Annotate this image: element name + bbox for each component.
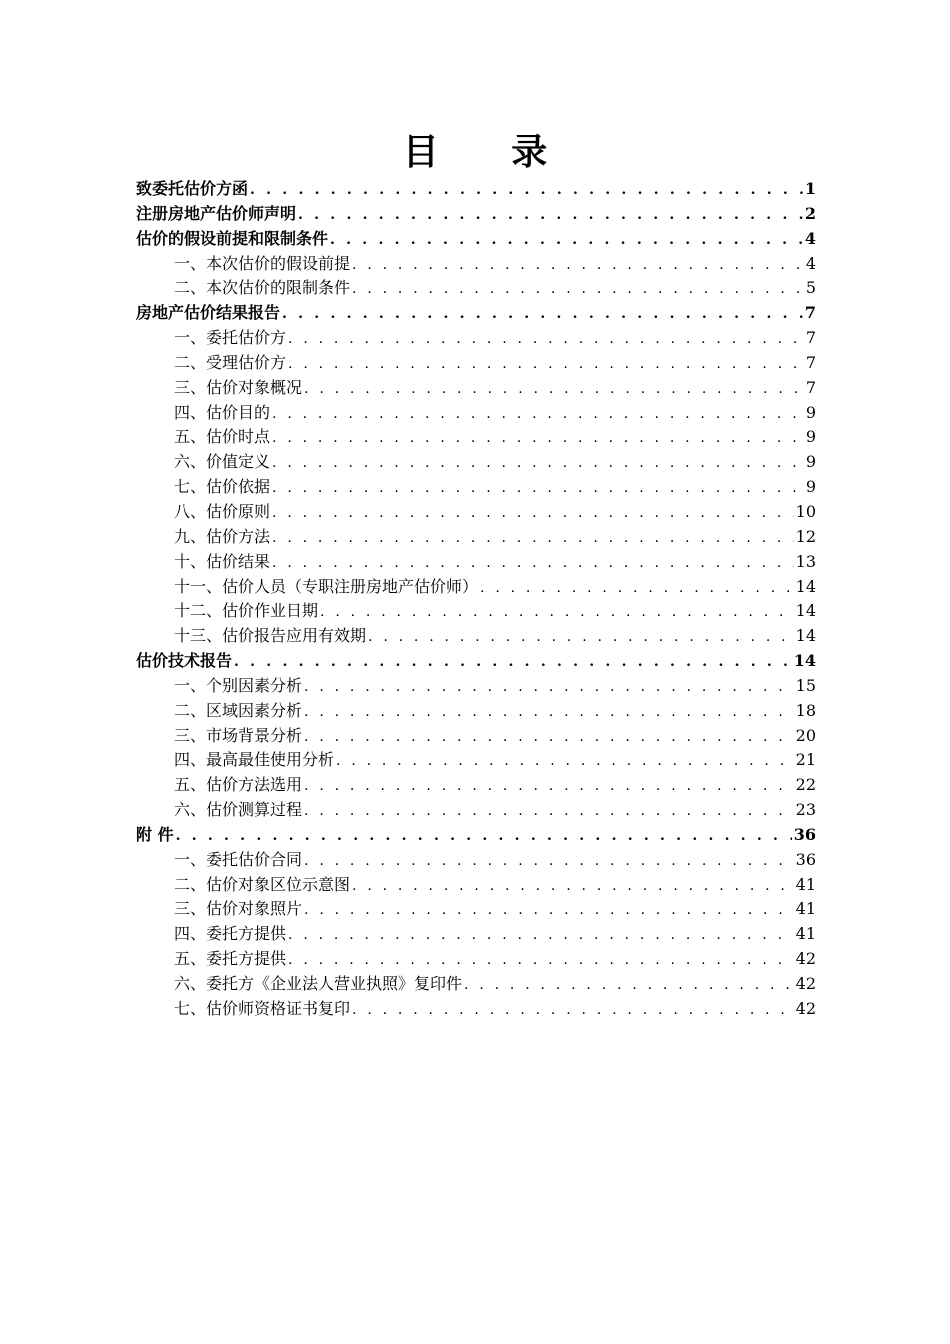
dot-leader bbox=[304, 778, 794, 794]
toc-entry-label: 十、估价结果 bbox=[174, 551, 271, 571]
toc-page-number: 7 bbox=[805, 377, 816, 397]
dot-leader bbox=[282, 306, 803, 322]
toc-entry-label: 四、委托方提供 bbox=[174, 924, 287, 944]
dot-leader bbox=[304, 381, 804, 397]
toc-entry-label: 二、区域因素分析 bbox=[174, 700, 303, 720]
toc-subsection-entry[interactable] bbox=[136, 847, 816, 872]
toc-subsection-entry[interactable] bbox=[136, 723, 816, 748]
toc-page-number: 36 bbox=[795, 849, 816, 869]
toc-entry-label: 致委托估价方函 bbox=[136, 179, 249, 198]
toc-page-number: 20 bbox=[795, 725, 816, 745]
toc-entry-label: 四、估价目的 bbox=[174, 402, 271, 422]
toc-subsection-entry[interactable] bbox=[136, 474, 816, 499]
toc-page-number: 14 bbox=[793, 651, 816, 671]
toc-page-number: 42 bbox=[795, 949, 816, 969]
toc-subsection-entry[interactable] bbox=[136, 598, 816, 623]
toc-entry-label: 六、价值定义 bbox=[174, 452, 271, 472]
toc-subsection-entry[interactable] bbox=[136, 698, 816, 723]
toc-entry-label: 十一、估价人员（专职注册房地产估价师） bbox=[174, 576, 479, 596]
toc-section-entry[interactable] bbox=[136, 300, 816, 325]
toc-page-number: 41 bbox=[795, 874, 816, 894]
toc-entry-label: 七、估价师资格证书复印 bbox=[174, 998, 351, 1018]
dot-leader bbox=[352, 878, 794, 894]
toc-page-number: 7 bbox=[805, 352, 816, 372]
toc-page-number: 14 bbox=[795, 576, 816, 596]
toc-page-number: 4 bbox=[805, 253, 816, 273]
dot-leader bbox=[304, 679, 794, 695]
toc-entry-label: 十二、估价作业日期 bbox=[174, 601, 319, 621]
toc-page-number: 22 bbox=[795, 775, 816, 795]
toc-page-number: 42 bbox=[795, 974, 816, 993]
dot-leader bbox=[330, 232, 803, 248]
dot-leader bbox=[288, 927, 794, 943]
dot-leader bbox=[464, 977, 794, 993]
dot-leader bbox=[272, 406, 804, 422]
toc-subsection-entry[interactable] bbox=[136, 524, 816, 549]
toc-subsection-entry[interactable] bbox=[136, 251, 816, 276]
dot-leader bbox=[288, 952, 794, 968]
toc-page-number: 1 bbox=[804, 179, 816, 198]
toc-subsection-entry[interactable] bbox=[136, 375, 816, 400]
toc-subsection-entry[interactable] bbox=[136, 921, 816, 946]
dot-leader bbox=[304, 853, 794, 869]
toc-page-number: 9 bbox=[805, 477, 816, 497]
toc-subsection-entry[interactable] bbox=[136, 499, 816, 524]
toc-subsection-entry[interactable] bbox=[136, 325, 816, 350]
toc-section-entry[interactable] bbox=[136, 201, 816, 226]
toc-entry-label: 估价的假设前提和限制条件 bbox=[136, 228, 329, 248]
toc-subsection-entry[interactable] bbox=[136, 275, 816, 300]
toc-entry-label: 六、估价测算过程 bbox=[174, 800, 303, 820]
toc-page-number: 7 bbox=[804, 303, 816, 323]
toc-page-number: 15 bbox=[795, 675, 816, 695]
toc-subsection-entry[interactable] bbox=[136, 747, 816, 772]
toc-entry-label: 二、受理估价方 bbox=[174, 352, 287, 372]
toc-entry-label: 估价技术报告 bbox=[136, 651, 233, 671]
toc-page-number: 23 bbox=[795, 800, 816, 820]
dot-leader bbox=[352, 1002, 794, 1018]
dot-leader bbox=[272, 430, 804, 446]
dot-leader bbox=[320, 604, 794, 620]
toc-page-number: 14 bbox=[795, 626, 816, 646]
toc-subsection-entry[interactable] bbox=[136, 400, 816, 425]
toc-entry-label: 三、市场背景分析 bbox=[174, 725, 303, 745]
dot-leader bbox=[176, 828, 792, 844]
toc-entry-label: 三、估价对象照片 bbox=[174, 899, 303, 919]
toc-page-number: 9 bbox=[805, 427, 816, 447]
toc-entry-label: 注册房地产估价师声明 bbox=[136, 203, 297, 223]
page-title: 目 录 bbox=[402, 131, 578, 173]
dot-leader bbox=[288, 331, 804, 347]
toc-subsection-entry[interactable] bbox=[136, 574, 816, 599]
toc-subsection-entry[interactable] bbox=[136, 971, 816, 996]
dot-leader bbox=[272, 505, 794, 521]
toc-page-number: 21 bbox=[795, 750, 816, 770]
toc-subsection-entry[interactable] bbox=[136, 797, 816, 822]
toc-entry-label: 一、本次估价的假设前提 bbox=[174, 253, 351, 273]
dot-leader bbox=[304, 704, 794, 720]
table-of-contents bbox=[136, 176, 816, 1021]
dot-leader bbox=[480, 580, 794, 596]
toc-entry-label: 六、委托方《企业法人营业执照》复印件 bbox=[174, 974, 463, 993]
dot-leader bbox=[272, 530, 794, 546]
toc-entry-label: 五、委托方提供 bbox=[174, 949, 287, 969]
toc-page-number: 9 bbox=[805, 402, 816, 422]
dot-leader bbox=[272, 480, 804, 496]
toc-subsection-entry[interactable] bbox=[136, 673, 816, 698]
toc-entry-label: 七、估价依据 bbox=[174, 477, 271, 497]
toc-section-entry[interactable] bbox=[136, 226, 816, 251]
toc-subsection-entry[interactable] bbox=[136, 946, 816, 971]
toc-page-number: 7 bbox=[805, 328, 816, 348]
toc-subsection-entry[interactable] bbox=[136, 772, 816, 797]
toc-page-number: 13 bbox=[795, 551, 816, 571]
toc-page-number: 4 bbox=[804, 228, 816, 248]
toc-page-number: 12 bbox=[795, 526, 816, 546]
dot-leader bbox=[304, 803, 794, 819]
toc-subsection-entry[interactable] bbox=[136, 449, 816, 474]
dot-leader bbox=[272, 455, 804, 471]
toc-page-number: 18 bbox=[795, 700, 816, 720]
dot-leader bbox=[352, 257, 804, 273]
dot-leader bbox=[234, 654, 792, 670]
toc-subsection-entry[interactable] bbox=[136, 424, 816, 449]
toc-page-number: 41 bbox=[795, 924, 816, 944]
dot-leader bbox=[288, 356, 804, 372]
toc-entry-label: 房地产估价结果报告 bbox=[136, 303, 281, 323]
toc-entry-label: 三、估价对象概况 bbox=[174, 377, 303, 397]
toc-section-entry[interactable] bbox=[136, 176, 816, 201]
toc-page-number: 14 bbox=[795, 601, 816, 621]
toc-page-number: 9 bbox=[805, 452, 816, 472]
toc-entry-label: 二、本次估价的限制条件 bbox=[174, 278, 351, 298]
toc-entry-label: 一、委托估价合同 bbox=[174, 849, 303, 869]
toc-entry-label: 一、个别因素分析 bbox=[174, 675, 303, 695]
toc-page-number: 10 bbox=[795, 501, 816, 521]
toc-subsection-entry[interactable] bbox=[136, 872, 816, 897]
toc-entry-label: 九、估价方法 bbox=[174, 526, 271, 546]
toc-subsection-entry[interactable] bbox=[136, 350, 816, 375]
dot-leader bbox=[304, 729, 794, 745]
toc-subsection-entry[interactable] bbox=[136, 623, 816, 648]
toc-entry-label: 五、估价时点 bbox=[174, 427, 271, 447]
dot-leader bbox=[272, 555, 794, 571]
toc-subsection-entry[interactable] bbox=[136, 549, 816, 574]
toc-entry-label: 八、估价原则 bbox=[174, 501, 271, 521]
toc-entry-label: 附 件 bbox=[136, 824, 174, 844]
toc-entry-label: 十三、估价报告应用有效期 bbox=[174, 626, 367, 646]
toc-entry-label: 一、委托估价方 bbox=[174, 328, 287, 348]
toc-subsection-entry[interactable] bbox=[136, 996, 816, 1021]
toc-subsection-entry[interactable] bbox=[136, 896, 816, 921]
dot-leader bbox=[250, 182, 803, 198]
dot-leader bbox=[368, 629, 794, 645]
toc-section-entry[interactable] bbox=[136, 648, 816, 673]
toc-page-number: 5 bbox=[805, 278, 816, 298]
dot-leader bbox=[304, 902, 794, 918]
toc-entry-label: 四、最高最佳使用分析 bbox=[174, 750, 335, 770]
toc-page-number: 36 bbox=[793, 824, 816, 844]
dot-leader bbox=[298, 207, 803, 223]
toc-page-number: 2 bbox=[804, 203, 816, 223]
dot-leader bbox=[336, 753, 794, 769]
dot-leader bbox=[352, 281, 804, 297]
toc-page-number: 42 bbox=[795, 998, 816, 1018]
toc-section-entry[interactable] bbox=[136, 822, 816, 847]
toc-entry-label: 五、估价方法选用 bbox=[174, 775, 303, 795]
toc-entry-label: 二、估价对象区位示意图 bbox=[174, 874, 351, 894]
toc-page-number: 41 bbox=[795, 899, 816, 919]
